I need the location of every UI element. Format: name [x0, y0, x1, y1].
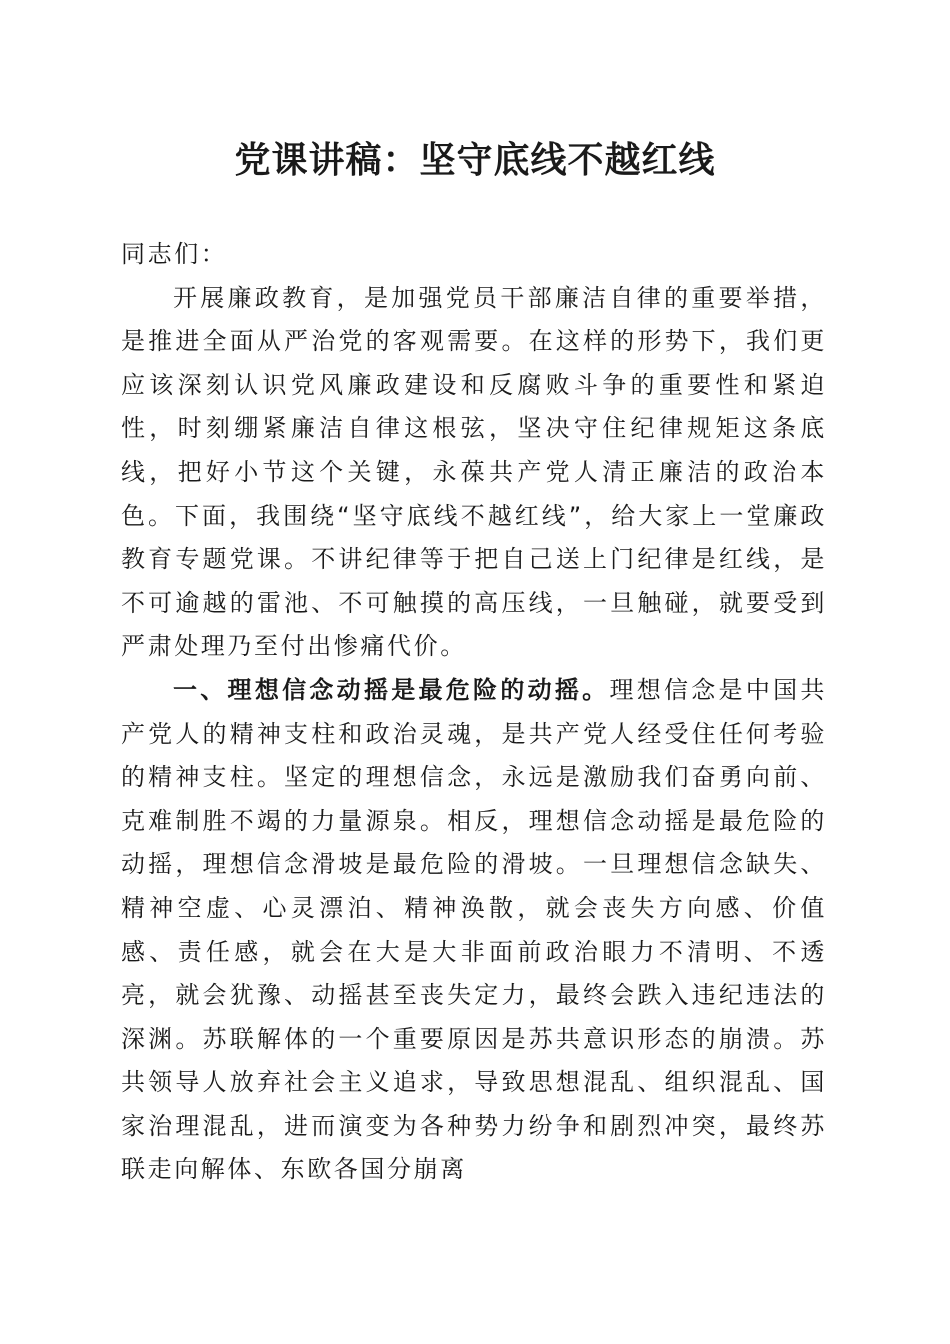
paragraph-intro — [121, 277, 827, 669]
paragraph-intro-text: 开展廉政教育，是加强党员干部廉洁自律的重要举措，是推进全面从严治党的客观需要。在这样的形势下，我们更应该深刻认识党风廉政建设和反腐败斗争的重要性和紧迫性，时刻绷紧廉洁自律这根弦，坚决守住纪律规矩这条底线，把好小节这个关键，永葆共产党人清正廉洁的政治本色。下面，我围绕“坚守底线不越红线”，给大家上一堂廉政教育专题党课。不讲纪律等于把自己送上门纪律是红线，是不可逾越的雷池、不可触摸的高压线，一旦触碰，就要受到严肃处理乃至付出惨痛代价。 — [121, 283, 827, 661]
paragraph-section-1 — [121, 669, 827, 1192]
section-heading: 一、理想信念动摇是最危险的动摇。 — [173, 675, 610, 704]
paragraph-section-1-text: 理想信念是中国共产党人的精神支柱和政治灵魂，是共产党人经受住任何考验的精神支柱。坚定的理想信念，永远是激励我们奋勇向前、克难制胜不竭的力量源泉。相反，理想信念动摇是最危险的动摇，理想信念滑坡是最危险的滑坡。一旦理想信念缺失、精神空虚、心灵漂泊、精神涣散，就会丧失方向感、价值感、责任感，就会在大是大非面前政治眼力不清明、不透亮，就会犹豫、动摇甚至丧失定力，最终会跌入违纪违法的深渊。苏联解体的一个重要原因是苏共意识形态的崩溃。苏共领导人放弃社会主义追求，导致思想混乱、组织混乱、国家治理混乱，进而演变为各种势力纷争和剧烈冲突，最终苏联走向解体、东欧各国分崩离 — [121, 675, 827, 1184]
salutation: 同志们： — [121, 240, 228, 268]
document-body — [121, 233, 827, 1192]
document-title: 党课讲稿：坚守底线不越红线 — [234, 139, 716, 181]
